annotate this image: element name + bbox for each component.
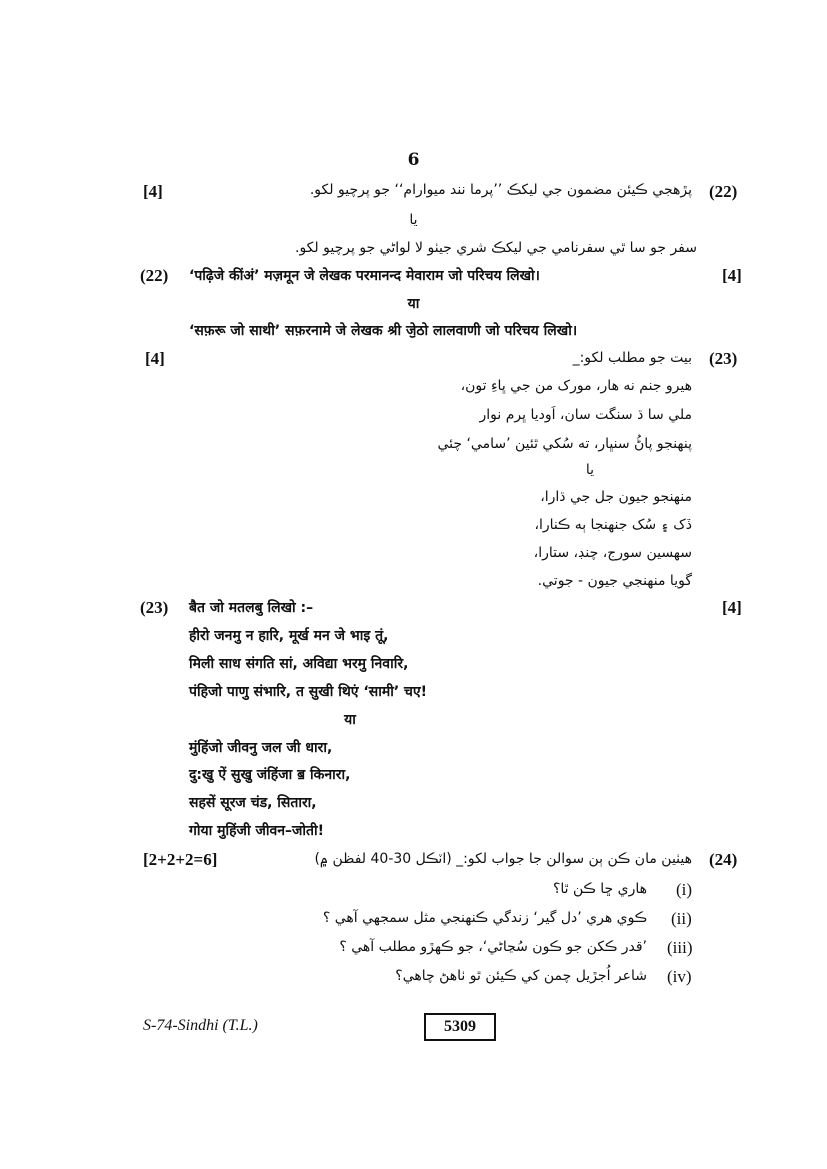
- q22-sindhi-or: يا: [409, 212, 418, 228]
- q23-sindhi-number: (23): [709, 349, 738, 368]
- q23-hindi-verse2-line1: मुंहिंजो जीवनु जल जी धारा,: [189, 740, 333, 756]
- q22-hindi-number: (22): [140, 266, 169, 285]
- q23-sindhi-instruction: بيت جو مطلب لکو:_: [572, 350, 692, 366]
- q24-item-3-text: ’قدر ڪکن جو ڪون سُڃاڻي‘، جو ڪهڙو مطلب آهي ؟: [339, 939, 647, 955]
- q23-sindhi-verse1-line1: هيرو جنم نه هار، مورک من جي ڀاءِ تون،: [460, 378, 692, 394]
- q24-number: (24): [709, 850, 738, 869]
- q22-hindi-line1: ‘पढ़िजे कींअं’ मज़मून जे लेखक परमानन्द मेवाराम जो परिचय लिखो।: [189, 268, 540, 284]
- q23-hindi-instruction: बैत जो मतलबु लिखो :–: [189, 600, 314, 616]
- q23-hindi-verse1-line3: पंहिजो पाणु संभारि, त सुखी थिएं ‘सामी’ चए!: [189, 684, 428, 700]
- q24-item-3-num: (iii): [667, 938, 693, 957]
- q24-item-4-num: (iv): [667, 967, 692, 986]
- q23-hindi-or: या: [344, 712, 356, 728]
- q24-item-2-num: (ii): [671, 909, 692, 928]
- q23-sindhi-verse1-line3: پنهنجو پاڻُ سنڀار، ته سُکي ٿئين ’سامي‘ چئي: [437, 436, 692, 452]
- q22-sindhi-line2: سفر جو سا ٿي سفرنامي جي ليکڪ شري جيٺو لا لواڻي جو پرچيو لکو.: [295, 240, 697, 256]
- q23-hindi-verse2-line3: सहसें सूरज चंड, सितारा,: [189, 795, 317, 811]
- q22-sindhi-line1: پڙهجي ڪيئن مضمون جي ليکڪ ’’پرما نند ميوارام‘‘ جو پرچيو لکو.: [309, 182, 692, 198]
- q23-sindhi-verse2-line3: سهسين سورج، چنڊ، ستارا،: [533, 545, 692, 561]
- q22-hindi-marks: [4]: [722, 266, 742, 285]
- q24-item-2-text: ڪوي هري ’دل گير‘ زندگي ڪنهنجي مثل سمجهي آهي ؟: [322, 910, 647, 926]
- footer-page-code: 5309: [424, 1013, 496, 1041]
- q23-sindhi-verse2-line4: گويا منهنجي جيون - جوتي.: [537, 573, 692, 589]
- q23-hindi-verse2-line2: दु:खु ऐं सुखु जंहिंजा ॿ किनारा,: [189, 767, 351, 783]
- page-number: 6: [407, 150, 420, 170]
- q22-hindi-line2: ‘सफ़रू जो साथी’ सफ़रनामे जे लेखक श्री जॖेठो लालवाणी जो परिचय लिखो।: [189, 323, 578, 339]
- q23-sindhi-or: يا: [585, 462, 595, 478]
- q23-sindhi-verse1-line2: ملي سا ڌ سنگت سان، اَوديا ڀرم نوار: [479, 407, 692, 423]
- q23-hindi-verse1-line1: हीरो जनमु न हारि, मूर्ख मन जे भाइ तूं,: [189, 628, 389, 644]
- q23-hindi-marks: [4]: [722, 598, 742, 617]
- q24-item-4-text: شاعر اُجڙيل چمن کي ڪيئن ٿو ٺاهڻ چاهي؟: [395, 968, 647, 984]
- q22-hindi-or: या: [407, 296, 420, 312]
- q23-sindhi-verse2-line1: منهنجو جيون جل جي ڌارا،: [540, 489, 692, 505]
- q23-hindi-number: (23): [140, 598, 169, 617]
- q24-item-1-text: هاري ڇا ڪن ٿا؟: [552, 881, 647, 897]
- footer-paper-code: S-74-Sindhi (T.L.): [143, 1017, 258, 1034]
- q24-item-1-num: (i): [676, 880, 693, 899]
- q23-hindi-verse1-line2: मिली साध संगति सां, अविद्या भरमु निवारि,: [189, 656, 409, 672]
- q23-sindhi-verse2-line2: ڏک ۽ سُک جنهنجا ٻه ڪنارا،: [534, 517, 692, 533]
- q24-instruction: هيٺين مان ڪن ٻن سوالن جا جواب لکو:_ (اٽڪل 30-40 لفظن ۾): [314, 851, 692, 867]
- q22-sindhi-number: (22): [709, 182, 738, 201]
- q24-marks: [2+2+2=6]: [143, 850, 218, 869]
- q23-hindi-verse2-line4: गोया मुहिंजी जीवन–जोती!: [189, 823, 325, 839]
- q22-sindhi-marks: [4]: [143, 182, 163, 201]
- q23-sindhi-marks: [4]: [145, 349, 165, 368]
